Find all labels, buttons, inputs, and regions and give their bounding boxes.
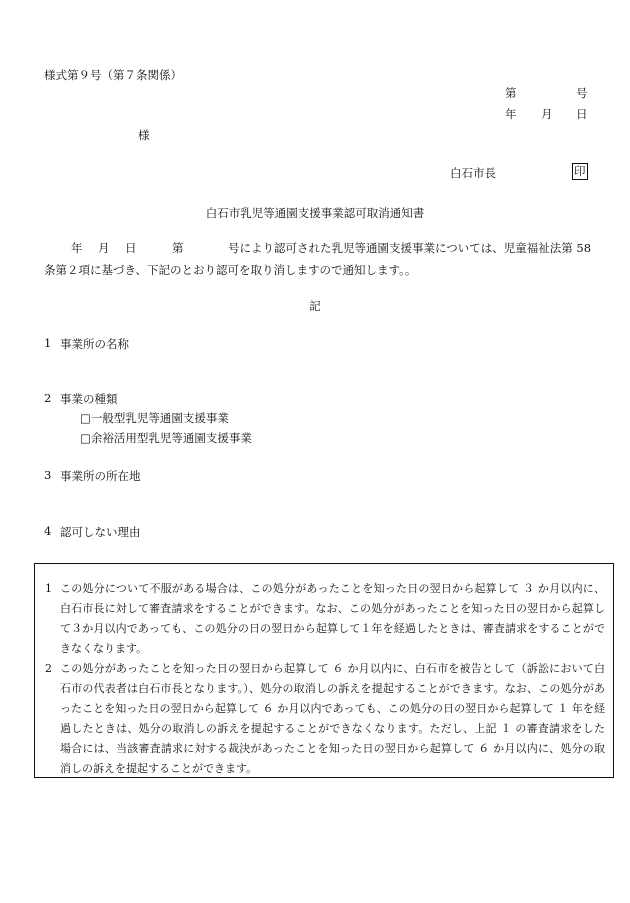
item-number: 2 [44,391,52,405]
document-title: 白石市乳児等通園支援事業認可取消通知書 [205,206,425,220]
seal-mark: 印 [574,164,586,178]
appeal-note [45,579,605,659]
type-option-surplus: □余裕活用型乳児等通園支援事業 [80,431,252,445]
body-month: 月 [98,241,110,255]
lawsuit-note [45,659,605,779]
date-day: 日 [576,107,588,121]
item-name-heading: 事業所の名称 [60,337,129,351]
date-month: 月 [541,107,553,121]
item-location-heading: 事業所の所在地 [60,469,141,483]
date-year: 年 [505,107,517,121]
note-text: この処分について不服がある場合は、この処分があったことを知った日の翌日から起算して ３ か月以内に、白石市長に対して審査請求をすることができます。なお、この処分があったことを知った日の翌日から起算して３か月以内であっても、この処分の日の翌日から起算して１年を経過したときは、審査請求をすることができなくなります。 [60,582,605,655]
ki-heading: 記 [309,299,321,313]
addressee-suffix: 様 [138,128,150,142]
note-number: 2 [45,662,52,675]
item-reason-heading: 認可しない理由 [60,525,141,539]
item-number: 3 [44,468,52,482]
doc-number-go: 号 [576,86,588,100]
doc-number-dai: 第 [505,86,517,100]
body-dai: 第 [172,241,184,255]
body-year: 年 [71,241,83,255]
appeal-notice-box [34,563,614,778]
item-number: 1 [44,336,52,350]
item-number: 4 [44,524,52,538]
note-text: この処分があったことを知った日の翌日から起算して ６ か月以内に、白石市を被告として（訴訟において白石市の代表者は白石市長となります。）、処分の取消しの訴えを提起することができます。なお、この処分があったことを知った日の翌日から起算して ６ か月以内であっても、この処分の日の翌日から起算して １ 年を経過したときは、処分の取消しの訴えを提起することができなくなります。ただし、上記 １ の審査請求をした場合には、当該審査請求に対する裁決があったことを知った日の翌日から起算して ６ か月以内に、処分の取消しの訴えを提起することができます。 [60,662,605,775]
issuer-title: 白石市長 [450,166,496,180]
form-label: 様式第９号（第７条関係） [44,68,182,82]
issuer-seal [572,163,588,180]
body-line1-rest: 号により認可された乳児等通園支援事業については、児童福祉法第 58 [228,241,592,255]
body-day: 日 [125,241,137,255]
type-option-general: □一般型乳児等通園支援事業 [80,411,229,425]
body-line2: 条第２項に基づき、下記のとおり認可を取り消しますので通知します。。 [44,263,417,277]
item-type-heading: 事業の種類 [60,392,118,406]
note-number: 1 [45,582,52,595]
